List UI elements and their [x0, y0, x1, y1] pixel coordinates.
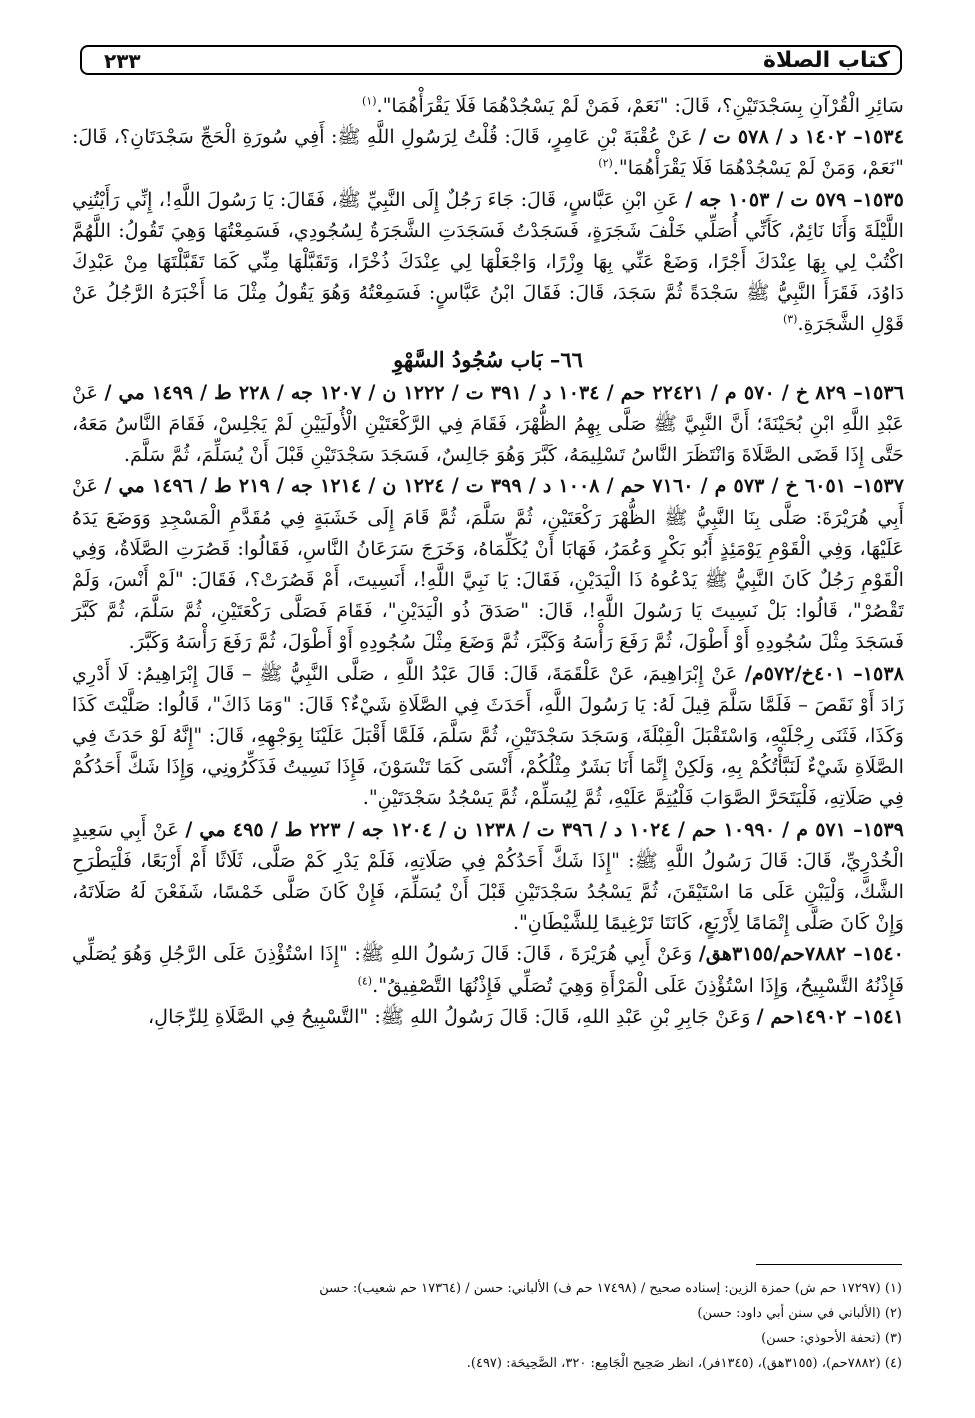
hadith-number: ١٥٤٠– ٧٨٨٢حم/٣١٥٥هق/: [698, 942, 904, 966]
footnote: (٢) (الألباني في سنن أبي داود: حسن): [697, 1306, 902, 1321]
footnote: (٤) (٧٨٨٢حم)، (٣١٥٥هق)، (١٣٤٥فر)، انظر صَحِيح الْجَامِع: ٣٢٠، الصَّحِيحَة: (٤٩٧).: [466, 1356, 902, 1371]
running-header: [80, 45, 902, 75]
hadith-paragraph: [72, 814, 904, 939]
footnote-ref: (١): [361, 94, 377, 108]
hadith-number: ١٥٣٧– ٦٠٥١ خ / ٥٧٣ م / ٧١٦٠ حم / ١٠٠٨ د / ٣٩٩ ت / ١٢٢٤ ن / ١٢١٤ جه / ٢١٩ ط / ١٤٩٦ مي /: [104, 474, 905, 498]
hadith-paragraph: [72, 938, 904, 1000]
footnote-separator: [756, 1264, 902, 1265]
book-title: كتاب الصلاة: [763, 48, 890, 73]
hadith-text: وَعَنْ جَابِرِ بْنِ عَبْدِ اللهِ، قَالَ: قَالَ رَسُولُ اللهِ ﷺ: "التَّسْبِيحُ فِي الصَّلَاةِ لِلرِّجَالِ،: [147, 1004, 751, 1028]
hadith-number: ١٥٣٦– ٨٢٩ خ / ٥٧٠ م / ٢٢٤٢١ حم / ١٠٣٤ د / ٣٩١ ت / ١٢٢٢ ن / ١٢٠٧ جه / ٢٢٨ ط / ١٤٩٩ مي /: [104, 380, 905, 404]
hadith-number: ١٥٣٤– ١٤٠٢ د / ٥٧٨ ت /: [699, 125, 905, 149]
hadith-paragraph: [72, 658, 904, 814]
footnote-ref: (٢): [598, 157, 613, 171]
footnote-ref: (٤): [357, 974, 373, 988]
hadith-text: سَائِرِ الْقُرْآنِ بِسَجْدَتَيْنِ؟، قَالَ: "نَعَمْ، فَمَنْ لَمْ يَسْجُدْهُمَا فَلَا يَقْرَأْهُمَا".: [376, 94, 904, 117]
footnote: (٣) (تحفة الأحوذي: حسن): [761, 1331, 902, 1346]
hadith-number: ١٥٣٥– ٥٧٩ ت / ١٠٥٣ جه /: [685, 187, 904, 211]
hadith-paragraph: [72, 184, 904, 340]
hadith-number: ١٥٣٨– ٤٠١خ/٥٧٢م/: [744, 661, 904, 685]
footnote-ref: (٣): [782, 313, 798, 327]
footnote: (١) (١٧٢٩٧ حم ش) حمزة الزين: إسناده صحيح / (١٧٤٩٨ حم ف) الألباني: حسن / (١٧٣٦٤ حم شعيب): حسن: [319, 1281, 902, 1296]
hadith-text: عَنْ عُقْبَةَ بْنِ عَامِرٍ، قَالَ: قُلْتُ لِرَسُولِ اللَّهِ ﷺ: أَفِي سُورَةِ الْحَجِّ سَجْدَتَانِ؟، قَالَ: "نَعَمْ، وَمَنْ لَمْ يَسْجُدْهُمَا فَلَا يَقْرَأْهُمَا".: [72, 125, 904, 180]
hadith-paragraph: [72, 90, 904, 121]
hadith-text: عَنْ إِبْرَاهِيمَ، عَنْ عَلْقَمَةَ، قَالَ: قَالَ عَبْدُ اللَّهِ ، صَلَّى النَّبِيُّ ﷺ – قَالَ إِبْرَاهِيمُ: لَا أَدْرِي زَادَ أَوْ نَقَصَ – فَلَمَّا سَلَّمَ قِيلَ لَهُ: يَا رَسُولَ اللَّهِ، أَحَدَثَ فِي الصَّلَاةِ شَيْءٌ؟ قَالَ: "وَمَا ذَاكَ"، قَالُوا: صَلَّيْتَ كَذَا وَكَذَا، فَثَنَى رِجْلَيْهِ، وَاسْتَقْبَلَ الْقِبْلَةَ، وَسَجَدَ سَجْدَتَيْنِ، ثُمَّ سَلَّمَ، فَلَمَّا أَقْبَلَ عَلَيْنَا بِوَجْهِهِ، قَالَ: "إِنَّهُ لَوْ حَدَثَ فِي الصَّلَاةِ شَيْءٌ لَنَبَّأْتُكُمْ بِهِ، وَلَكِنْ إِنَّمَا أَنَا بَشَرٌ مِثْلُكُمْ، أَنْسَى كَمَا تَنْسَوْنَ، فَإِذَا نَسِيتُ فَذَكِّرُونِي، وَإِذَا شَكَّ أَحَدُكُمْ فِي صَلَاتِهِ، فَلْيَتَحَرَّ الصَّوَابَ فَلْيُتِمَّ عَلَيْهِ، ثُمَّ لِيُسَلِّمْ، ثُمَّ يَسْجُدُ سَجْدَتَيْنِ".: [72, 661, 904, 810]
hadith-text: عَنْ أَبِي هُرَيْرَةَ: صَلَّى بِنَا النَّبِيُّ ﷺ الظُّهْرَ رَكْعَتَيْنِ، ثُمَّ سَلَّمَ، ثُمَّ قَامَ إِلَى خَشَبَةٍ فِي مُقَدَّمِ الْمَسْجِدِ وَوَضَعَ يَدَهُ عَلَيْهَا، وَفِي الْقَوْمِ يَوْمَئِذٍ أَبُو بَكْرٍ وَعُمَرُ، فَهَابَا أَنْ يُكَلِّمَاهُ، وَخَرَجَ سَرَعَانُ النَّاسِ، فَقَالُوا: قَصُرَتِ الصَّلَاةُ، وَفِي الْقَوْمِ رَجُلٌ كَانَ النَّبِيُّ ﷺ يَدْعُوهُ ذَا الْيَدَيْنِ، فَقَالَ: يَا نَبِيَّ اللَّهِ!، أَنَسِيتَ، أَمْ قَصُرَتْ؟، فَقَالَ: "لَمْ أَنْسَ، وَلَمْ تَقْصُرْ"، قَالُوا: بَلْ نَسِيتَ يَا رَسُولَ اللَّهِ!، قَالَ: "صَدَقَ ذُو الْيَدَيْنِ"، فَقَامَ فَصَلَّى رَكْعَتَيْنِ، ثُمَّ سَلَّمَ، ثُمَّ كَبَّرَ فَسَجَدَ مِثْلَ سُجُودِهِ أَوْ أَطْوَلَ، ثُمَّ رَفَعَ رَأْسَهُ وَكَبَّرَ، ثُمَّ وَضَعَ مِثْلَ سُجُودِهِ أَوْ أَطْوَلَ، ثُمَّ رَفَعَ رَأْسَهُ وَكَبَّرَ.: [72, 474, 904, 654]
main-text: [72, 90, 904, 1032]
hadith-paragraph: [72, 1001, 904, 1032]
hadith-text: وَعَنْ أَبِي هُرَيْرَةَ ، قَالَ: قَالَ رَسُولُ اللهِ ﷺ: "إِذَا اسْتُؤْذِنَ عَلَى الرَّجُلِ وَهُوَ يُصَلِّي فَإِذْنُهُ التَّسْبِيحُ، وَإِذَا اسْتُؤْذِنَ عَلَى الْمَرْأَةِ وَهِيَ تُصَلِّي فَإِذْنُهَا التَّصْفِيقُ".: [72, 942, 904, 997]
hadith-text: عَنْ أَبِي سَعِيدٍ الْخُدْرِيِّ، قَالَ: قَالَ رَسُولُ اللَّهِ ﷺ: "إِذَا شَكَّ أَحَدُكُمْ فِي صَلَاتِهِ، فَلَمْ يَدْرِ كَمْ صَلَّى، ثَلَاثًا أَمْ أَرْبَعًا، فَلْيَطْرَحِ الشَّكَّ، وَلْيَبْنِ عَلَى مَا اسْتَيْقَنَ، ثُمَّ يَسْجُدُ سَجْدَتَيْنِ قَبْلَ أَنْ يُسَلِّمَ، فَإِنْ كَانَ صَلَّى خَمْسًا، شَفَعْنَ لَهُ صَلَاتَهُ، وَإِنْ كَانَ صَلَّى إِتْمَامًا لِأَرْبَعٍ، كَانَتَا تَرْغِيمًا لِلشَّيْطَانِ".: [72, 817, 904, 935]
hadith-text: عَنِ ابْنِ عَبَّاسٍ، قَالَ: جَاءَ رَجُلٌ إِلَى النَّبِيِّ ﷺ، فَقَالَ: يَا رَسُولَ اللَّهِ!، إِنِّي رَأَيْتُنِي اللَّيْلَةَ وَأَنَا نَائِمٌ، كَأَنِّي أُصَلِّي خَلْفَ شَجَرَةٍ، فَسَجَدْتُ فَسَجَدَتِ الشَّجَرَةُ لِسُجُودِي، فَسَمِعْتُهَا وَهِيَ تَقُولُ: اللَّهُمَّ اكْتُبْ لِي بِهَا عِنْدَكَ أَجْرًا، وَضَعْ عَنِّي بِهَا وِزْرًا، وَاجْعَلْهَا لِي عِنْدَكَ ذُخْرًا، وَتَقَبَّلْهَا مِنِّي كَمَا تَقَبَّلْتَهَا مِنْ عَبْدِكَ دَاوُدَ، فَقَرَأَ النَّبِيُّ ﷺ سَجْدَةً ثُمَّ سَجَدَ، قَالَ: فَقَالَ ابْنُ عَبَّاسٍ: فَسَمِعْتُهُ وَهُوَ يَقُولُ مِثْلَ مَا أَخْبَرَهُ الرَّجُلُ عَنْ قَوْلِ الشَّجَرَةِ.: [72, 187, 904, 336]
hadith-number: ١٥٣٩– ٥٧١ م / ١٠٩٩٠ حم / ١٠٢٤ د / ٣٩٦ ت / ١٢٣٨ ن / ١٢٠٤ جه / ٢٢٣ ط / ٤٩٥ مي /: [185, 817, 904, 841]
hadith-text: عَنْ عَبْدِ اللَّهِ ابْنِ بُحَيْنَةَ؛ أَنَّ النَّبِيَّ ﷺ صَلَّى بِهِمُ الظُّهْرَ، فَقَامَ فِي الرَّكْعَتَيْنِ الْأُولَيَيْنِ لَمْ يَجْلِسْ، فَقَامَ النَّاسُ مَعَهُ، حَتَّى إِذَا قَضَى الصَّلَاةَ وَانْتَظَرَ النَّاسُ تَسْلِيمَهُ، كَبَّرَ وَهُوَ جَالِسٌ، فَسَجَدَ سَجْدَتَيْنِ قَبْلَ أَنْ يُسَلِّمَ، ثُمَّ سَلَّمَ.: [72, 380, 904, 467]
chapter-title: ٦٦– بَاب سُجُودُ السَّهْوِ: [393, 346, 583, 372]
page-number: ٢٣٣: [104, 49, 141, 73]
footnotes: [240, 1276, 902, 1376]
hadith-paragraph: [72, 121, 904, 183]
hadith-paragraph: [72, 377, 904, 471]
hadith-paragraph: [72, 470, 904, 657]
hadith-number: ١٥٤١– ١٤٩٠٢حم /: [756, 1004, 904, 1028]
